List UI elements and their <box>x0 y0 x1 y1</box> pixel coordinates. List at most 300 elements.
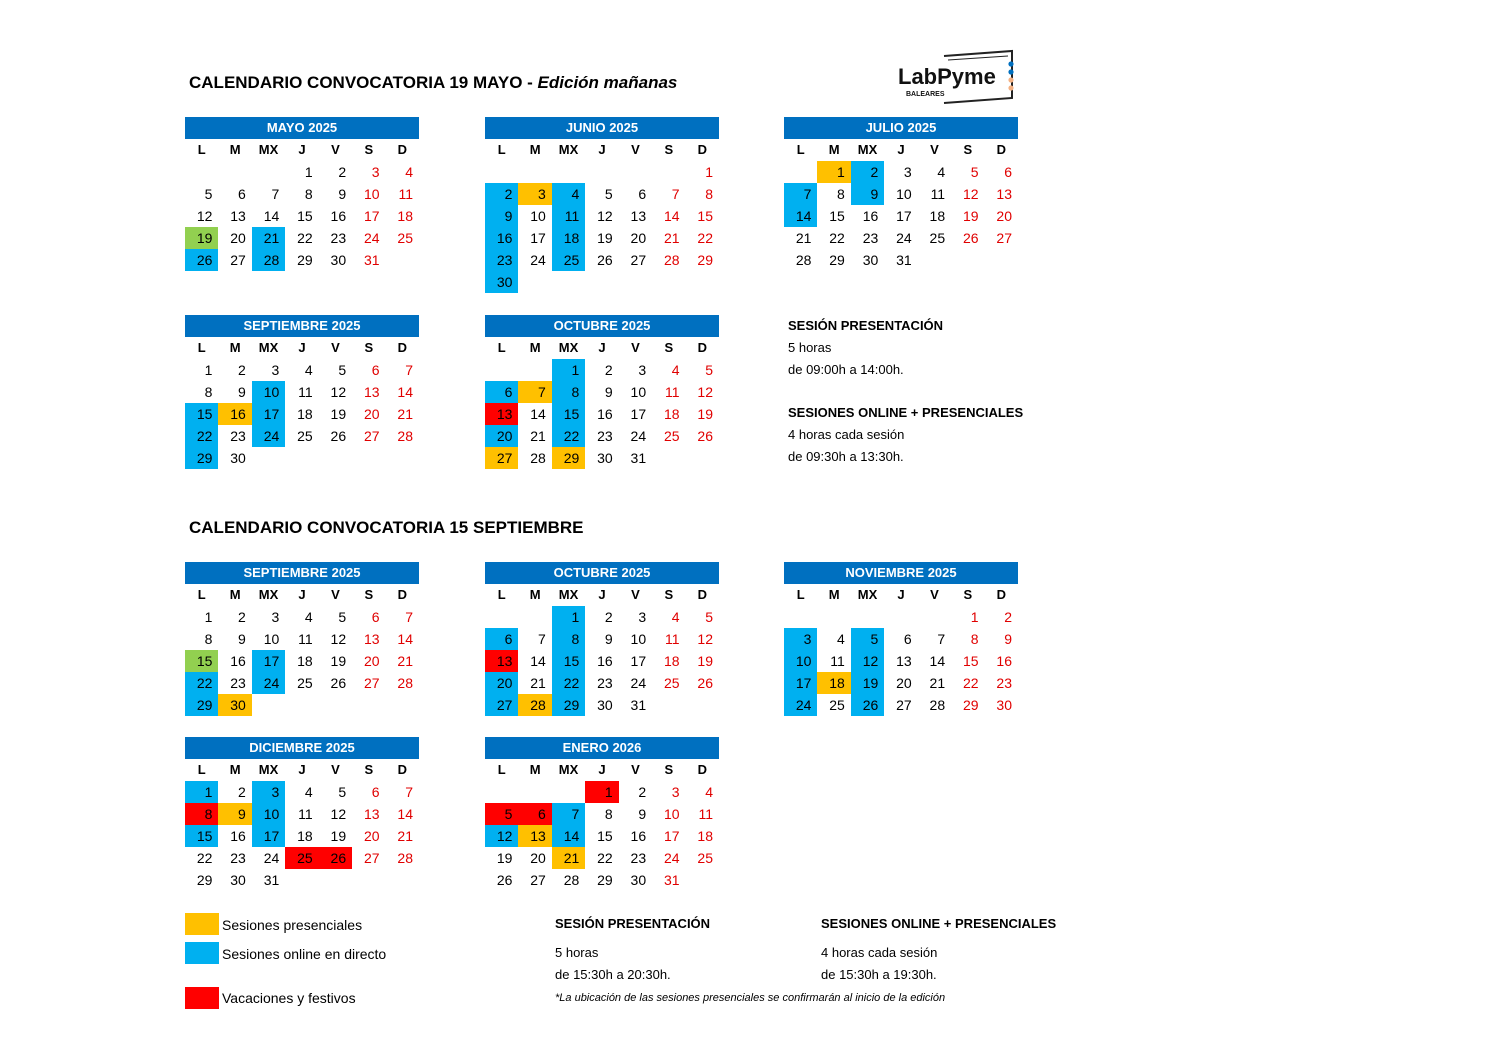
weekday-label: D <box>996 142 1006 157</box>
empty-cell <box>518 271 551 293</box>
empty-cell <box>352 447 385 469</box>
day-cell: 26 <box>330 675 347 691</box>
weekday-label: MX <box>558 340 579 355</box>
empty-cell <box>552 161 585 183</box>
week-row <box>185 381 419 403</box>
day-cell: 15 <box>552 650 585 672</box>
week-row <box>485 628 719 650</box>
weekday-label: L <box>497 762 506 777</box>
day-cell: 17 <box>252 650 285 672</box>
day-cell: 18 <box>929 208 946 224</box>
day-cell: 17 <box>530 230 546 246</box>
weekday-label: D <box>697 340 707 355</box>
day-cell: 7 <box>784 183 817 205</box>
day-cell: 26 <box>330 428 347 444</box>
presentation-heading: SESIÓN PRESENTACIÓN <box>788 318 944 333</box>
weekday-label: L <box>197 587 206 602</box>
day-cell: 11 <box>552 205 585 227</box>
footnote: *La ubicación de las sesiones presenciales se confirmarán al inicio de la edición <box>555 992 946 1004</box>
empty-cell <box>851 606 884 628</box>
day-cell: 31 <box>663 872 680 888</box>
day-cell: 11 <box>830 653 845 669</box>
day-cell: 13 <box>896 653 912 669</box>
day-cell: 26 <box>496 872 513 888</box>
weekday-label: D <box>397 142 407 157</box>
weekday-label: S <box>963 587 973 602</box>
day-cell: 18 <box>817 672 850 694</box>
day-cell: 11 <box>398 186 413 202</box>
day-cell: 6 <box>371 609 380 625</box>
day-cell: 29 <box>552 447 585 469</box>
day-cell: 27 <box>363 850 380 866</box>
week-row <box>185 447 419 469</box>
day-cell: 7 <box>271 186 280 202</box>
day-cell: 23 <box>996 675 1012 691</box>
day-cell: 7 <box>552 803 585 825</box>
day-cell: 17 <box>630 406 647 422</box>
weekday-label: M <box>529 762 541 777</box>
sessions-heading: SESIONES ONLINE + PRESENCIALES <box>821 916 1057 931</box>
weekday-header-row <box>185 584 419 606</box>
weekday-label: V <box>631 587 640 602</box>
weekday-label: J <box>598 587 606 602</box>
legend-label-online: Sesiones online en directo <box>222 946 387 962</box>
day-cell: 19 <box>330 406 347 422</box>
day-cell: 28 <box>518 694 551 716</box>
month-header: SEPTIEMBRE 2025 <box>185 315 419 337</box>
day-cell: 13 <box>630 208 647 224</box>
weekday-label: MX <box>558 587 579 602</box>
day-cell: 16 <box>230 653 246 669</box>
weekday-label: S <box>364 340 374 355</box>
calendar-octubre-2025-a <box>485 315 719 469</box>
empty-cell <box>652 161 685 183</box>
week-row <box>485 359 719 381</box>
day-cell: 2 <box>485 183 518 205</box>
day-cell: 18 <box>297 406 313 422</box>
week-row <box>185 694 419 716</box>
day-cell: 18 <box>297 653 313 669</box>
day-cell: 8 <box>304 186 313 202</box>
empty-cell <box>552 271 585 293</box>
day-cell: 14 <box>552 825 585 847</box>
day-cell: 15 <box>597 828 613 844</box>
weekday-label: M <box>529 142 541 157</box>
day-cell: 15 <box>962 653 979 669</box>
weekday-label: V <box>631 340 640 355</box>
day-cell: 14 <box>530 406 546 422</box>
day-cell: 4 <box>837 631 845 647</box>
week-row <box>185 183 419 205</box>
day-cell: 9 <box>604 384 613 400</box>
day-cell: 9 <box>604 631 613 647</box>
day-cell: 12 <box>330 806 347 822</box>
day-cell: 14 <box>663 208 680 224</box>
day-cell: 27 <box>996 230 1012 246</box>
day-cell: 2 <box>238 609 246 625</box>
day-cell: 1 <box>705 164 713 180</box>
week-row <box>485 183 719 205</box>
day-cell: 26 <box>697 428 713 444</box>
weekday-label: M <box>529 340 541 355</box>
day-cell: 7 <box>671 186 680 202</box>
week-row <box>784 628 1018 650</box>
day-cell: 28 <box>563 872 580 888</box>
month-header: NOVIEMBRE 2025 <box>784 562 1018 584</box>
day-cell: 31 <box>630 450 647 466</box>
empty-cell <box>485 161 518 183</box>
day-cell: 25 <box>663 675 680 691</box>
calendar-julio-2025 <box>784 117 1018 271</box>
day-cell: 8 <box>204 384 213 400</box>
week-row <box>185 359 419 381</box>
labpyme-logo <box>896 48 1021 108</box>
day-cell: 20 <box>896 675 912 691</box>
day-cell: 30 <box>230 450 246 466</box>
week-row <box>485 447 719 469</box>
day-cell: 1 <box>970 609 979 625</box>
day-cell: 17 <box>630 653 647 669</box>
empty-cell <box>652 271 685 293</box>
weekday-label: L <box>197 142 206 157</box>
day-cell: 14 <box>784 205 817 227</box>
day-cell: 18 <box>397 208 413 224</box>
day-cell: 2 <box>1004 609 1012 625</box>
empty-cell <box>686 447 719 469</box>
day-cell: 17 <box>363 208 380 224</box>
title-convocatoria-septiembre: CALENDARIO CONVOCATORIA 15 SEPTIEMBRE <box>189 518 584 537</box>
day-cell: 24 <box>363 230 380 246</box>
day-cell: 25 <box>929 230 946 246</box>
day-cell: 4 <box>671 362 680 378</box>
day-cell: 27 <box>630 252 647 268</box>
empty-cell <box>285 447 318 469</box>
day-cell: 11 <box>298 631 313 647</box>
calendar-mayo-2025 <box>185 117 419 271</box>
weekday-label: D <box>697 587 707 602</box>
empty-cell <box>485 606 518 628</box>
day-cell: 3 <box>271 609 280 625</box>
legend-swatch-presencial <box>185 913 219 935</box>
weekday-label: MX <box>258 587 279 602</box>
empty-cell <box>386 447 419 469</box>
week-row <box>185 227 419 249</box>
weekday-label: M <box>229 340 241 355</box>
day-cell: 25 <box>297 675 313 691</box>
calendar-diciembre-2025 <box>185 737 419 891</box>
empty-cell <box>686 869 719 891</box>
empty-cell <box>652 694 685 716</box>
day-cell: 23 <box>230 428 246 444</box>
day-cell: 19 <box>962 208 979 224</box>
day-cell: 6 <box>485 628 518 650</box>
month-header: OCTUBRE 2025 <box>485 562 719 584</box>
day-cell: 29 <box>185 447 218 469</box>
day-cell: 27 <box>485 694 518 716</box>
weekday-label: V <box>930 587 939 602</box>
weekday-label: S <box>364 762 374 777</box>
day-cell: 30 <box>630 872 647 888</box>
weekday-label: J <box>298 340 306 355</box>
calendar-junio-2025 <box>485 117 719 293</box>
day-cell: 5 <box>204 186 213 202</box>
month-header: OCTUBRE 2025 <box>485 315 719 337</box>
info-presentation-septiembre <box>555 913 710 986</box>
presentation-time: de 09:00h a 14:00h. <box>788 362 904 377</box>
day-cell: 26 <box>597 252 613 268</box>
weekday-label: D <box>996 587 1006 602</box>
info-sessions-septiembre <box>821 913 1056 986</box>
day-cell: 17 <box>663 828 680 844</box>
day-cell: 21 <box>552 847 585 869</box>
day-cell: 11 <box>298 384 313 400</box>
legend-label-presencial: Sesiones presenciales <box>222 917 363 933</box>
day-cell: 25 <box>663 428 680 444</box>
day-cell: 14 <box>397 384 413 400</box>
weekday-label: J <box>897 587 905 602</box>
week-row <box>784 161 1018 183</box>
calendar-enero-2026 <box>485 737 719 891</box>
sessions-hours: 4 horas cada sesión <box>821 945 938 960</box>
day-cell: 25 <box>829 697 845 713</box>
day-cell: 4 <box>705 784 713 800</box>
empty-cell <box>285 694 318 716</box>
weekday-header-row <box>485 139 719 161</box>
day-cell: 12 <box>330 384 347 400</box>
day-cell: 14 <box>929 653 946 669</box>
weekday-label: L <box>497 142 506 157</box>
day-cell: 15 <box>829 208 845 224</box>
day-cell: 23 <box>485 249 518 271</box>
day-cell: 9 <box>238 384 246 400</box>
calendar-grid <box>485 584 719 716</box>
day-cell: 5 <box>338 784 347 800</box>
day-cell: 13 <box>230 208 246 224</box>
day-cell: 23 <box>230 675 246 691</box>
day-cell: 15 <box>185 403 218 425</box>
weekday-label: J <box>298 587 306 602</box>
week-row <box>185 672 419 694</box>
week-row <box>185 205 419 227</box>
day-cell: 4 <box>304 362 313 378</box>
day-cell: 12 <box>697 384 713 400</box>
day-cell: 22 <box>196 850 213 866</box>
day-cell: 30 <box>862 252 879 268</box>
day-cell: 16 <box>485 227 518 249</box>
day-cell: 18 <box>552 227 585 249</box>
day-cell: 2 <box>238 784 246 800</box>
day-cell: 11 <box>298 806 313 822</box>
calendar-grid <box>185 759 419 891</box>
empty-cell <box>352 869 385 891</box>
day-cell: 24 <box>896 230 912 246</box>
week-row <box>185 606 419 628</box>
day-cell: 28 <box>795 252 812 268</box>
weekday-label: J <box>298 762 306 777</box>
calendar-grid <box>485 139 719 293</box>
day-cell: 10 <box>530 208 546 224</box>
calendar-septiembre-2025-b <box>185 562 419 716</box>
day-cell: 3 <box>271 362 280 378</box>
day-cell: 5 <box>604 186 613 202</box>
empty-cell <box>218 161 251 183</box>
day-cell: 4 <box>405 164 413 180</box>
day-cell: 27 <box>230 252 246 268</box>
day-cell: 31 <box>263 872 280 888</box>
calendar-grid <box>185 337 419 469</box>
week-row <box>784 672 1018 694</box>
day-cell: 29 <box>829 252 845 268</box>
weekday-label: D <box>697 762 707 777</box>
weekday-label: MX <box>258 762 279 777</box>
empty-cell <box>319 869 352 891</box>
day-cell: 25 <box>397 230 413 246</box>
week-row <box>485 781 719 803</box>
empty-cell <box>686 271 719 293</box>
day-cell: 30 <box>330 252 347 268</box>
day-cell: 9 <box>218 803 251 825</box>
empty-cell <box>619 161 652 183</box>
weekday-header-row <box>485 337 719 359</box>
day-cell: 21 <box>663 230 680 246</box>
day-cell: 4 <box>937 164 946 180</box>
weekday-label: MX <box>558 762 579 777</box>
day-cell: 10 <box>896 186 912 202</box>
day-cell: 22 <box>829 230 845 246</box>
day-cell: 21 <box>252 227 285 249</box>
weekday-label: MX <box>558 142 579 157</box>
sessions-time: de 15:30h a 19:30h. <box>821 967 937 982</box>
day-cell: 20 <box>363 828 380 844</box>
day-cell: 16 <box>218 403 251 425</box>
day-cell: 23 <box>597 675 613 691</box>
weekday-label: MX <box>258 142 279 157</box>
week-row <box>185 825 419 847</box>
day-cell: 31 <box>363 252 380 268</box>
day-cell: 10 <box>784 650 817 672</box>
week-row <box>784 227 1018 249</box>
week-row <box>485 161 719 183</box>
day-cell: 9 <box>238 631 246 647</box>
day-cell: 10 <box>252 381 285 403</box>
day-cell: 22 <box>185 425 218 447</box>
weekday-label: V <box>331 762 340 777</box>
day-cell: 13 <box>518 825 551 847</box>
day-cell: 24 <box>784 694 817 716</box>
day-cell: 26 <box>319 847 352 869</box>
empty-cell <box>252 447 285 469</box>
month-header: SEPTIEMBRE 2025 <box>185 562 419 584</box>
weekday-label: M <box>828 587 840 602</box>
day-cell: 22 <box>597 850 613 866</box>
day-cell: 24 <box>530 252 546 268</box>
week-row <box>185 803 419 825</box>
day-cell: 27 <box>530 872 546 888</box>
day-cell: 19 <box>851 672 884 694</box>
day-cell: 2 <box>851 161 884 183</box>
day-cell: 10 <box>630 631 647 647</box>
day-cell: 20 <box>996 208 1012 224</box>
week-row <box>485 249 719 271</box>
day-cell: 30 <box>485 271 518 293</box>
week-row <box>185 847 419 869</box>
day-cell: 29 <box>962 697 979 713</box>
empty-cell <box>352 694 385 716</box>
weekday-label: MX <box>258 340 279 355</box>
day-cell: 17 <box>252 825 285 847</box>
weekday-label: D <box>397 587 407 602</box>
day-cell: 3 <box>784 628 817 650</box>
day-cell: 2 <box>338 164 347 180</box>
day-cell: 21 <box>795 230 812 246</box>
weekday-header-row <box>185 337 419 359</box>
day-cell: 22 <box>297 230 313 246</box>
day-cell: 26 <box>962 230 979 246</box>
day-cell: 23 <box>597 428 613 444</box>
day-cell: 21 <box>397 828 413 844</box>
day-cell: 2 <box>604 362 613 378</box>
empty-cell <box>185 161 218 183</box>
day-cell: 23 <box>630 850 647 866</box>
empty-cell <box>585 271 618 293</box>
day-cell: 6 <box>371 784 380 800</box>
month-header: MAYO 2025 <box>185 117 419 139</box>
weekday-header-row <box>485 584 719 606</box>
day-cell: 28 <box>663 252 680 268</box>
day-cell: 5 <box>851 628 884 650</box>
weekday-label: V <box>631 762 640 777</box>
day-cell: 15 <box>697 208 713 224</box>
day-cell: 28 <box>397 675 413 691</box>
day-cell: 11 <box>930 186 946 202</box>
day-cell: 5 <box>338 609 347 625</box>
day-cell: 26 <box>185 249 218 271</box>
weekday-label: D <box>397 762 407 777</box>
month-header: DICIEMBRE 2025 <box>185 737 419 759</box>
day-cell: 19 <box>697 653 713 669</box>
sessions-heading: SESIONES ONLINE + PRESENCIALES <box>788 405 1024 420</box>
day-cell: 16 <box>862 208 879 224</box>
day-cell: 10 <box>263 631 280 647</box>
day-cell: 15 <box>185 825 218 847</box>
weekday-label: M <box>529 587 541 602</box>
day-cell: 2 <box>604 609 613 625</box>
day-cell: 13 <box>363 384 380 400</box>
weekday-header-row <box>185 759 419 781</box>
week-row <box>485 847 719 869</box>
empty-cell <box>485 781 518 803</box>
day-cell: 22 <box>697 230 713 246</box>
calendar-grid <box>485 337 719 469</box>
weekday-label: L <box>796 587 805 602</box>
day-cell: 7 <box>937 631 946 647</box>
presentation-hours: 5 horas <box>555 945 599 960</box>
empty-cell <box>386 869 419 891</box>
day-cell: 3 <box>518 183 551 205</box>
day-cell: 18 <box>663 406 680 422</box>
day-cell: 29 <box>552 694 585 716</box>
week-row <box>185 628 419 650</box>
day-cell: 23 <box>330 230 347 246</box>
day-cell: 28 <box>929 697 946 713</box>
day-cell: 25 <box>297 428 313 444</box>
calendar-septiembre-2025-a <box>185 315 419 469</box>
empty-cell <box>386 249 419 271</box>
empty-cell <box>386 694 419 716</box>
legend-label-vacaciones: Vacaciones y festivos <box>222 990 356 1006</box>
weekday-label: J <box>897 142 905 157</box>
weekday-label: S <box>664 587 674 602</box>
